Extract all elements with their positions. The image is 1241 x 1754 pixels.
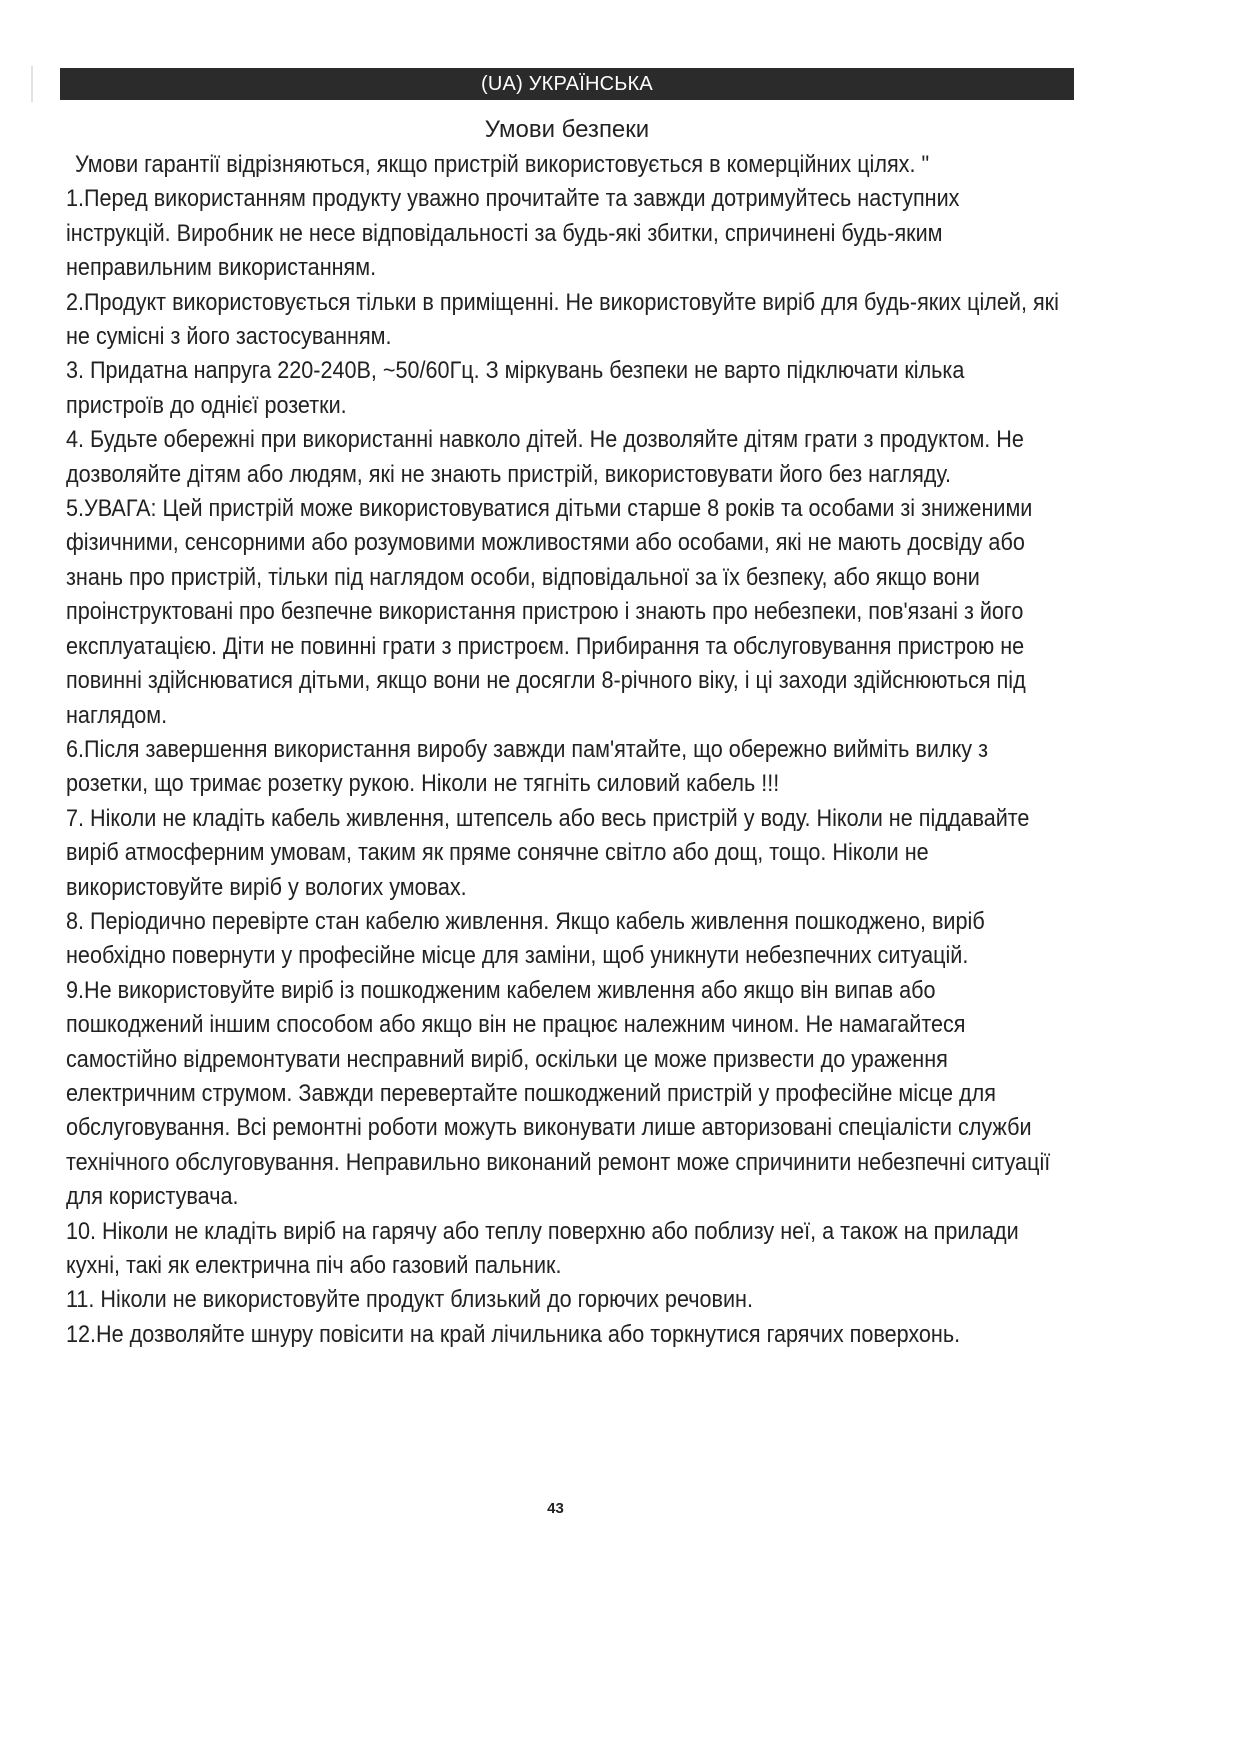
language-header-bar: (UA) УКРАЇНСЬКА xyxy=(60,68,1074,100)
section-title: Умови безпеки xyxy=(484,116,650,143)
instruction-item-4: 4. Будьте обережні при використанні навколо дітей. Не дозволяйте дітям грати з продуктом. Не дозволяйте дітям або людям, які не знають пристрій, використовувати його без нагляду. xyxy=(66,426,1024,488)
page-edge-mark xyxy=(31,66,33,102)
instruction-item-11: 11. Ніколи не використовуйте продукт близький до горючих речовин. xyxy=(66,1286,753,1314)
instruction-item-8: 8. Періодично перевірте стан кабелю живлення. Якщо кабель живлення пошкоджено, виріб необхідно повернути у професійне місце для заміни, щоб уникнути небезпечних ситуацій. xyxy=(66,907,985,970)
instruction-item-9: 9.Не використовуйте виріб із пошкодженим кабелем живлення або якщо він випав або пошкоджений іншим способом або якщо він не працює належним чином. Не намагайтеся самостійно відремонтувати несправний виріб, оскільки це може призвести до ураження електричним струмом. Завжди перевертайте пошкоджений пристрій у професійне місце для обслуговування. Всі ремонтні роботи можуть виконувати лише авторизовані спеціалісти служби технічного обслуговування. Неправильно виконаний ремонт може спричинити небезпечні ситуації для користувача. xyxy=(66,976,1051,1211)
instruction-item-2: 2.Продукт використовується тільки в приміщенні. Не використовуйте виріб для будь-яких цілей, які не сумісні з його застосуванням. xyxy=(66,288,1059,351)
instruction-item-10: 10. Ніколи не кладіть виріб на гарячу або теплу поверхню або поблизу неї, а також на прилади кухні, такі як електрична піч або газовий пальник. xyxy=(66,1217,1019,1279)
instruction-item-5: 5.УВАГА: Цей пристрій може використовуватися дітьми старше 8 років та особами зі зниженими фізичними, сенсорними або розумовими можливостями або особами, які не мають досвіду або знань про пристрій, тільки під наглядом особи, відповідальної за їх безпеку, або якщо вони проінструктовані про безпечне використання пристрою і знають про небезпеки, пов'язані з його експлуатацією. Діти не повинні грати з пристроєм. Прибирання та обслуговування пристрою не повинні здійснюватися дітьми, якщо вони не досягли 8-річного віку, і ці заходи здійснюються під наглядом. xyxy=(66,495,1033,729)
instruction-item-6: 6.Після завершення використання виробу завжди пам'ятайте, що обережно вийміть вилку з розетки, що тримає розетку рукою. Ніколи не тягніть силовий кабель !!! xyxy=(66,735,988,798)
instruction-item-12: 12.Не дозволяйте шнуру повісити на край лічильника або торкнутися гарячих поверхонь. xyxy=(66,1320,961,1348)
page-number: 43 xyxy=(547,1500,564,1517)
warranty-note: Умови гарантії відрізняються, якщо пристрій використовується в комерційних цілях. " xyxy=(75,151,930,178)
safety-instructions xyxy=(66,148,1066,1352)
instruction-item-3: 3. Придатна напруга 220-240В, ~50/60Гц. З міркувань безпеки не варто підключати кілька пристроїв до однієї розетки. xyxy=(66,357,965,419)
instruction-item-1: 1.Перед використанням продукту уважно прочитайте та завжди дотримуйтесь наступних інструкцій. Виробник не несе відповідальності за будь-які збитки, спричинені будь-яким неправильним використанням. xyxy=(66,185,960,282)
instruction-item-7: 7. Ніколи не кладіть кабель живлення, штепсель або весь пристрій у воду. Ніколи не піддавайте виріб атмосферним умовам, таким як пряме сонячне світло або дощ, тощо. Ніколи не використовуйте виріб у вологих умовах. xyxy=(66,804,1030,901)
